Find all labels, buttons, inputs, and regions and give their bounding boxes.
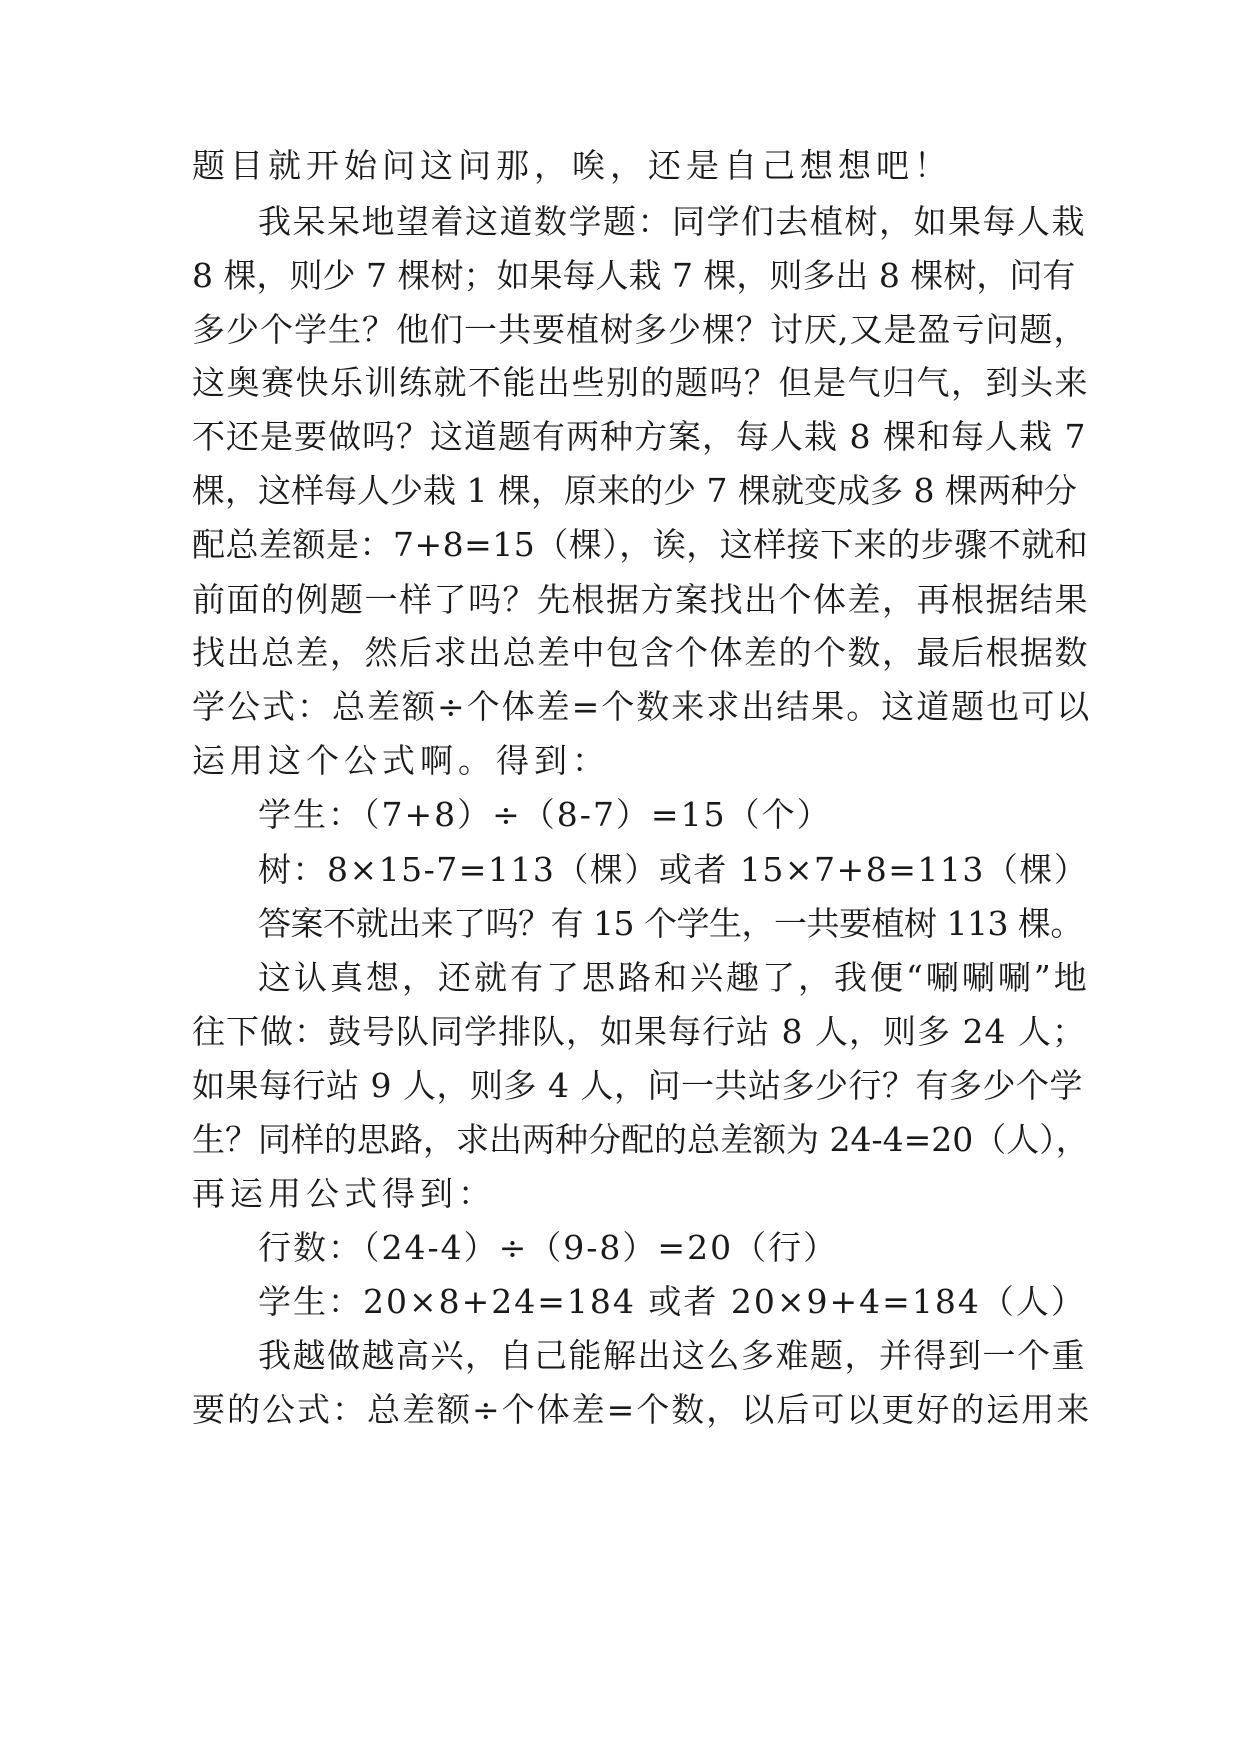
- text-line-24: 要的公式：总差额÷个体差=个数，以后可以更好的运用来: [192, 1390, 1092, 1429]
- text-line-20: 再运用公式得到：: [192, 1174, 496, 1213]
- paragraph-start-line-3: 我越做越高兴，自己能解出这么多难题，并得到一个重: [258, 1336, 1086, 1375]
- text-line-11: 学公式：总差额÷个体差=个数来求出结果。这道题也可以: [192, 687, 1092, 726]
- formula-line-rows: 行数：（24-4）÷（9-8）=20（行）: [258, 1228, 839, 1267]
- formula-line-students: 学生：（7+8）÷（8-7）=15（个）: [258, 795, 832, 834]
- formula-line-band-students: 学生：20×8+24=184 或者 20×9+4=184（人）: [258, 1282, 1086, 1321]
- paragraph-start-line-2: 这认真想，还就有了思路和兴趣了，我便“唰唰唰”地: [258, 958, 1090, 997]
- text-line-19: 生？同样的思路，求出两种分配的总差额为 24-4=20（人），: [192, 1120, 1089, 1159]
- text-line-1: 题目就开始问这问那，唉，还是自己想想吧！: [192, 146, 952, 185]
- text-line-5: 这奥赛快乐训练就不能出些别的题吗？但是气归气，到头来: [192, 363, 1089, 402]
- text-line-6: 不还是要做吗？这道题有两种方案，每人栽 8 棵和每人栽 7: [192, 417, 1087, 456]
- text-line-4: 多少个学生？他们一共要植树多少棵？讨厌,又是盈亏问题，: [192, 310, 1088, 349]
- text-line-17: 往下做：鼓号队同学排队，如果每行站 8 人，则多 24 人；: [192, 1012, 1086, 1051]
- formula-line-trees: 树：8×15-7=113（棵）或者 15×7+8=113（棵）: [258, 850, 1089, 889]
- text-line-10: 找出总差，然后求出总差中包含个体差的个数，最后根据数: [192, 633, 1089, 672]
- text-line-18: 如果每行站 9 人，则多 4 人，问一共站多少行？有多少个学: [192, 1066, 1083, 1105]
- text-line-8: 配总差额是：7+8=15（棵），诶，这样接下来的步骤不就和: [192, 525, 1089, 564]
- text-line-12: 运用这个公式啊。得到：: [192, 741, 610, 780]
- answer-line: 答案不就出来了吗？有 15 个学生，一共要植树 113 棵。: [258, 904, 1083, 943]
- text-line-9: 前面的例题一样了吗？先根据方案找出个体差，再根据结果: [192, 580, 1089, 619]
- text-line-7: 棵，这样每人少栽 1 棵，原来的少 7 棵就变成多 8 棵两种分: [192, 471, 1077, 510]
- text-line-3: 8 棵，则少 7 棵树；如果每人栽 7 棵，则多出 8 棵树，问有: [192, 256, 1076, 295]
- paragraph-start-line: 我呆呆地望着这道数学题：同学们去植树，如果每人栽: [258, 202, 1086, 241]
